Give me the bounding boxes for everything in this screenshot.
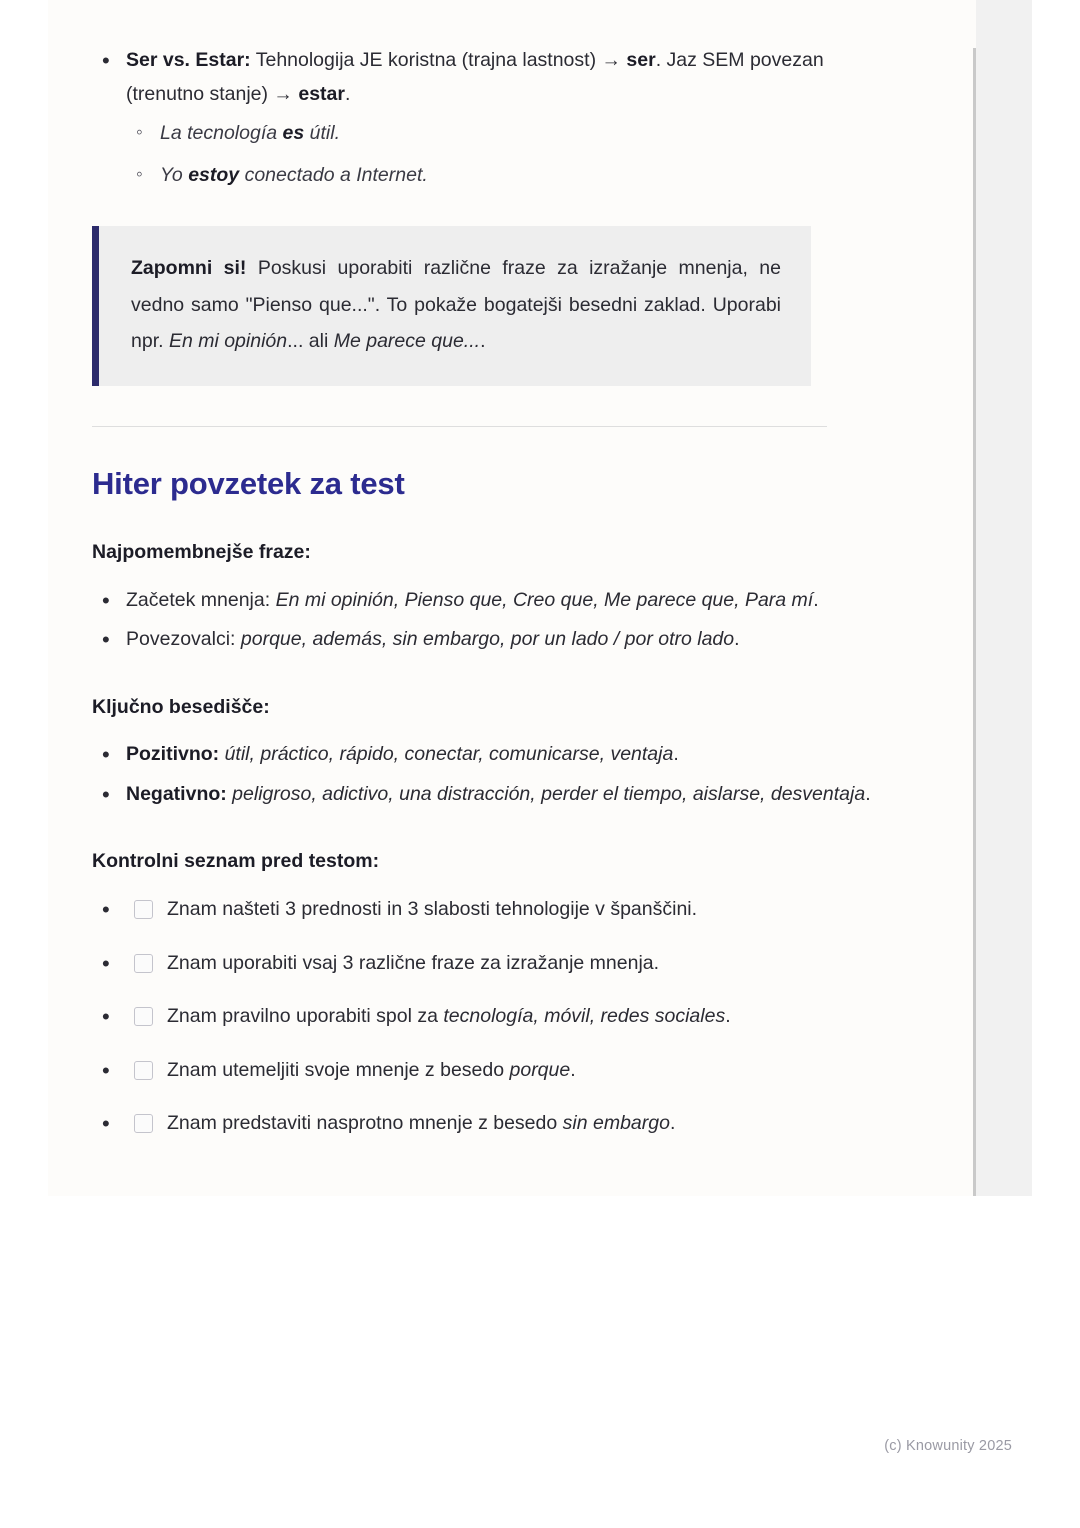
remember-callout xyxy=(92,226,811,386)
checkbox-icon[interactable] xyxy=(134,1007,153,1026)
checkbox-icon[interactable] xyxy=(134,900,153,919)
list-item xyxy=(160,159,882,193)
list-item xyxy=(126,1107,882,1141)
checklist-4-italic: porque xyxy=(509,1058,571,1081)
callout-body-3: . xyxy=(480,330,486,353)
ser-estar-text-1: Tehnologija JE koristna (trajna lastnost) → xyxy=(250,49,627,71)
ser-estar-label: Ser vs. Estar: xyxy=(126,49,251,71)
example-1-pre: La tecnología xyxy=(160,122,283,145)
phrases-heading: Najpomembnejše fraze: xyxy=(92,541,311,564)
phrase-1-post: . xyxy=(813,588,819,611)
checkbox-icon[interactable] xyxy=(134,954,153,973)
callout-italic-2: Me parece que... xyxy=(333,330,481,353)
checklist-heading: Kontrolni seznam pred testom: xyxy=(92,850,380,873)
list-item xyxy=(160,117,882,151)
callout-body-2: ... ali xyxy=(287,330,334,353)
footer-copyright: (c) Knowunity 2025 xyxy=(884,1438,1012,1454)
list-item xyxy=(126,947,882,981)
checklist-item-label xyxy=(167,1054,882,1088)
checklist-item-label xyxy=(167,947,882,981)
vocab-2-label: Negativno: xyxy=(126,782,227,805)
callout-body-1: Poskusi uporabiti različne fraze za izražanje mnenja, ne vedno samo "Pienso que...". To pokaže bogatejši besedni zaklad. Uporabi npr. xyxy=(131,257,782,353)
checklist-5-pre: Znam predstaviti nasprotno mnenje z besedo xyxy=(167,1112,563,1135)
phrase-2-post: . xyxy=(734,628,740,651)
checkbox-icon[interactable] xyxy=(134,1061,153,1080)
section-divider xyxy=(92,426,827,427)
vocab-list xyxy=(92,738,882,811)
checklist-item-label xyxy=(167,1107,882,1141)
checklist-5-italic: sin embargo xyxy=(562,1112,670,1135)
checklist-3-post: . xyxy=(725,1005,731,1028)
ser-estar-list xyxy=(92,44,882,192)
phrase-1-italic: En mi opinión, Pienso que, Creo que, Me parece que, Para mí xyxy=(275,588,814,611)
checklist-3-pre: Znam pravilno uporabiti spol za xyxy=(167,1005,444,1028)
phrase-1-label: Začetek mnenja: xyxy=(126,588,276,611)
list-item xyxy=(126,893,882,927)
callout-italic-1: En mi opinión xyxy=(168,330,288,353)
vocab-1-post: . xyxy=(673,743,679,766)
ser-estar-text-2: . Jaz SEM povezan (trenutno stanje) → xyxy=(126,49,824,105)
list-item xyxy=(126,738,882,772)
example-2-bold: estoy xyxy=(188,163,240,186)
phrases-list xyxy=(92,584,882,657)
example-1-post: útil. xyxy=(304,122,340,145)
example-1-bold: es xyxy=(282,122,305,145)
example-2-post: conectado a Internet. xyxy=(239,163,428,186)
list-item xyxy=(126,44,882,192)
list-item xyxy=(126,584,882,618)
list-item xyxy=(126,623,882,657)
estar-bold: estar xyxy=(298,82,345,105)
vocab-heading: Ključno besedišče: xyxy=(92,695,270,718)
checkbox-icon[interactable] xyxy=(134,1114,153,1133)
phrase-2-label: Povezovalci: xyxy=(126,628,241,651)
checklist-item-label xyxy=(167,893,882,927)
example-2-pre: Yo xyxy=(160,163,189,186)
document-content xyxy=(92,44,882,1161)
checklist-4-post: . xyxy=(570,1058,576,1081)
list-item xyxy=(126,778,882,812)
scrollbar-track[interactable] xyxy=(976,0,1032,1196)
checklist-3-italic: tecnología, móvil, redes sociales xyxy=(443,1005,726,1028)
vocab-1-label: Pozitivno: xyxy=(126,743,220,766)
list-item xyxy=(126,1000,882,1034)
checklist-4-pre: Znam utemeljiti svoje mnenje z besedo xyxy=(167,1058,510,1081)
checklist-item-label xyxy=(167,1000,882,1034)
ser-bold: ser xyxy=(626,49,656,71)
vocab-1-italic: útil, práctico, rápido, conectar, comunicarse, ventaja xyxy=(219,743,674,766)
callout-title: Zapomni si! xyxy=(131,257,247,280)
checklist-2-pre: Znam uporabiti vsaj 3 različne fraze za izražanje mnenja. xyxy=(167,951,660,974)
ser-estar-examples xyxy=(126,117,882,192)
checklist-5-post: . xyxy=(669,1112,676,1135)
page-title: Hiter povzetek za test xyxy=(92,466,405,502)
document-sheet xyxy=(48,0,1032,1196)
phrase-2-italic: porque, además, sin embargo, por un lado / por otro lado xyxy=(240,628,735,651)
pre-test-checklist xyxy=(92,893,882,1141)
ser-estar-text-3: . xyxy=(344,82,351,105)
vocab-2-italic: peligroso, adictivo, una distracción, perder el tiempo, aislarse, desventaja xyxy=(226,782,866,805)
list-item xyxy=(126,1054,882,1088)
checklist-1-pre: Znam našteti 3 prednosti in 3 slabosti tehnologije v španščini. xyxy=(167,898,698,920)
vocab-2-post: . xyxy=(865,782,871,805)
